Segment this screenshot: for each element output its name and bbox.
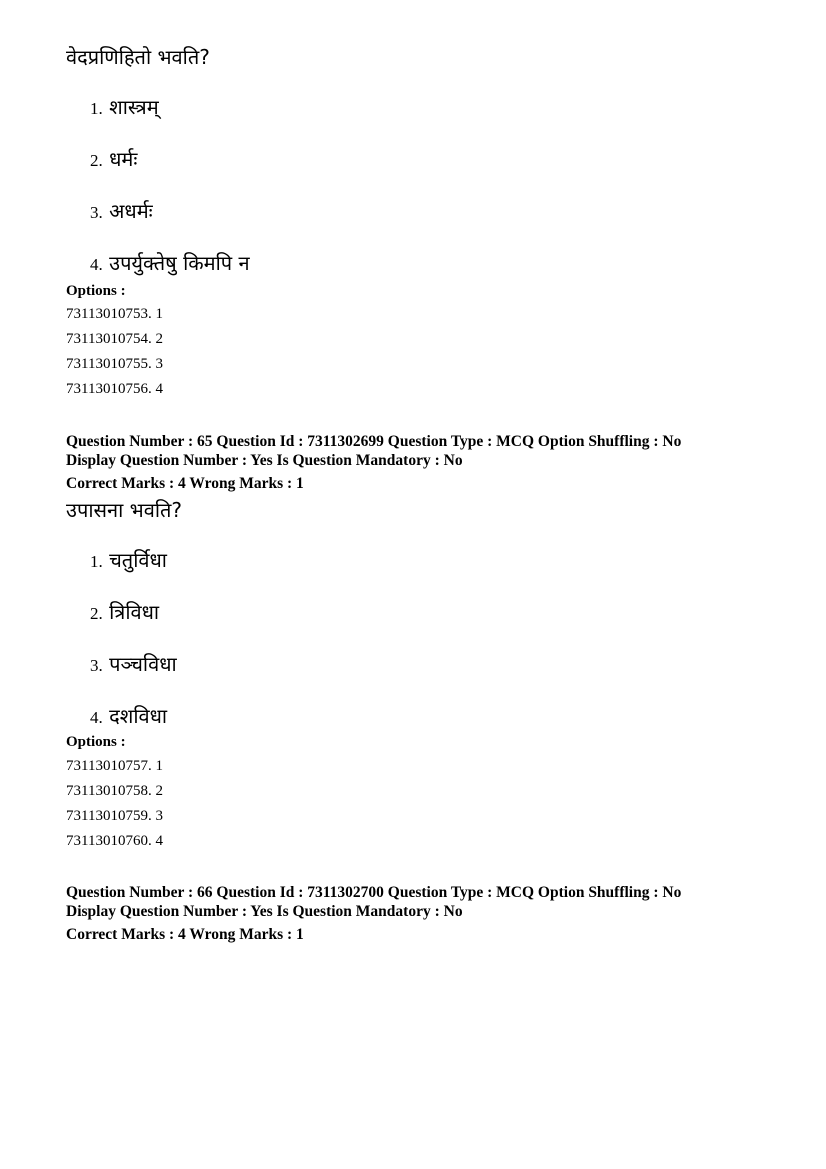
choice-text: दशविधा xyxy=(109,704,168,728)
choice-number: 2. xyxy=(90,604,103,623)
option-id-row: 73113010753. 1 xyxy=(66,306,163,322)
choice-text: पञ्चविधा xyxy=(109,652,177,676)
question-64-block xyxy=(66,44,766,397)
choice-text: चतुर्विधा xyxy=(109,548,167,572)
question-meta-line: Display Question Number : Yes Is Question Mandatory : No xyxy=(66,452,463,469)
choice-number: 3. xyxy=(90,203,103,222)
option-id-row: 73113010756. 4 xyxy=(66,381,163,397)
choice-2 xyxy=(90,599,159,627)
question-text: उपासना भवति? xyxy=(66,498,183,522)
choice-4 xyxy=(90,250,250,278)
choice-text: धर्मः xyxy=(109,147,138,171)
options-label: Options : xyxy=(66,283,126,299)
option-id-row: 73113010758. 2 xyxy=(66,783,163,799)
marks-line: Correct Marks : 4 Wrong Marks : 1 xyxy=(66,926,304,943)
marks-line: Correct Marks : 4 Wrong Marks : 1 xyxy=(66,475,304,492)
choice-4 xyxy=(90,703,167,731)
option-id-row: 73113010754. 2 xyxy=(66,331,163,347)
choice-number: 2. xyxy=(90,151,103,170)
options-label: Options : xyxy=(66,734,126,750)
choice-text: अधर्मः xyxy=(109,199,153,223)
question-meta-line: Question Number : 66 Question Id : 7311302700 Question Type : MCQ Option Shuffling : No xyxy=(66,884,682,901)
question-meta-line: Display Question Number : Yes Is Question Mandatory : No xyxy=(66,903,463,920)
choice-number: 4. xyxy=(90,255,103,274)
choice-number: 1. xyxy=(90,552,103,571)
choice-text: शास्त्रम् xyxy=(109,95,159,119)
option-id-row: 73113010757. 1 xyxy=(66,758,163,774)
question-meta-line: Question Number : 65 Question Id : 7311302699 Question Type : MCQ Option Shuffling : No xyxy=(66,433,682,450)
option-id-row: 73113010759. 3 xyxy=(66,808,163,824)
choice-text: त्रिविधा xyxy=(109,600,160,624)
choice-1 xyxy=(90,94,159,122)
choice-number: 1. xyxy=(90,99,103,118)
question-text: वेदप्रणिहितो भवति? xyxy=(66,45,210,69)
choice-number: 4. xyxy=(90,708,103,727)
choice-3 xyxy=(90,651,177,679)
choice-text: उपर्युक्तेषु किमपि न xyxy=(109,251,250,275)
choice-3 xyxy=(90,198,153,226)
choice-1 xyxy=(90,547,167,575)
option-id-row: 73113010760. 4 xyxy=(66,833,163,849)
option-id-row: 73113010755. 3 xyxy=(66,356,163,372)
choice-2 xyxy=(90,146,137,174)
choice-number: 3. xyxy=(90,656,103,675)
